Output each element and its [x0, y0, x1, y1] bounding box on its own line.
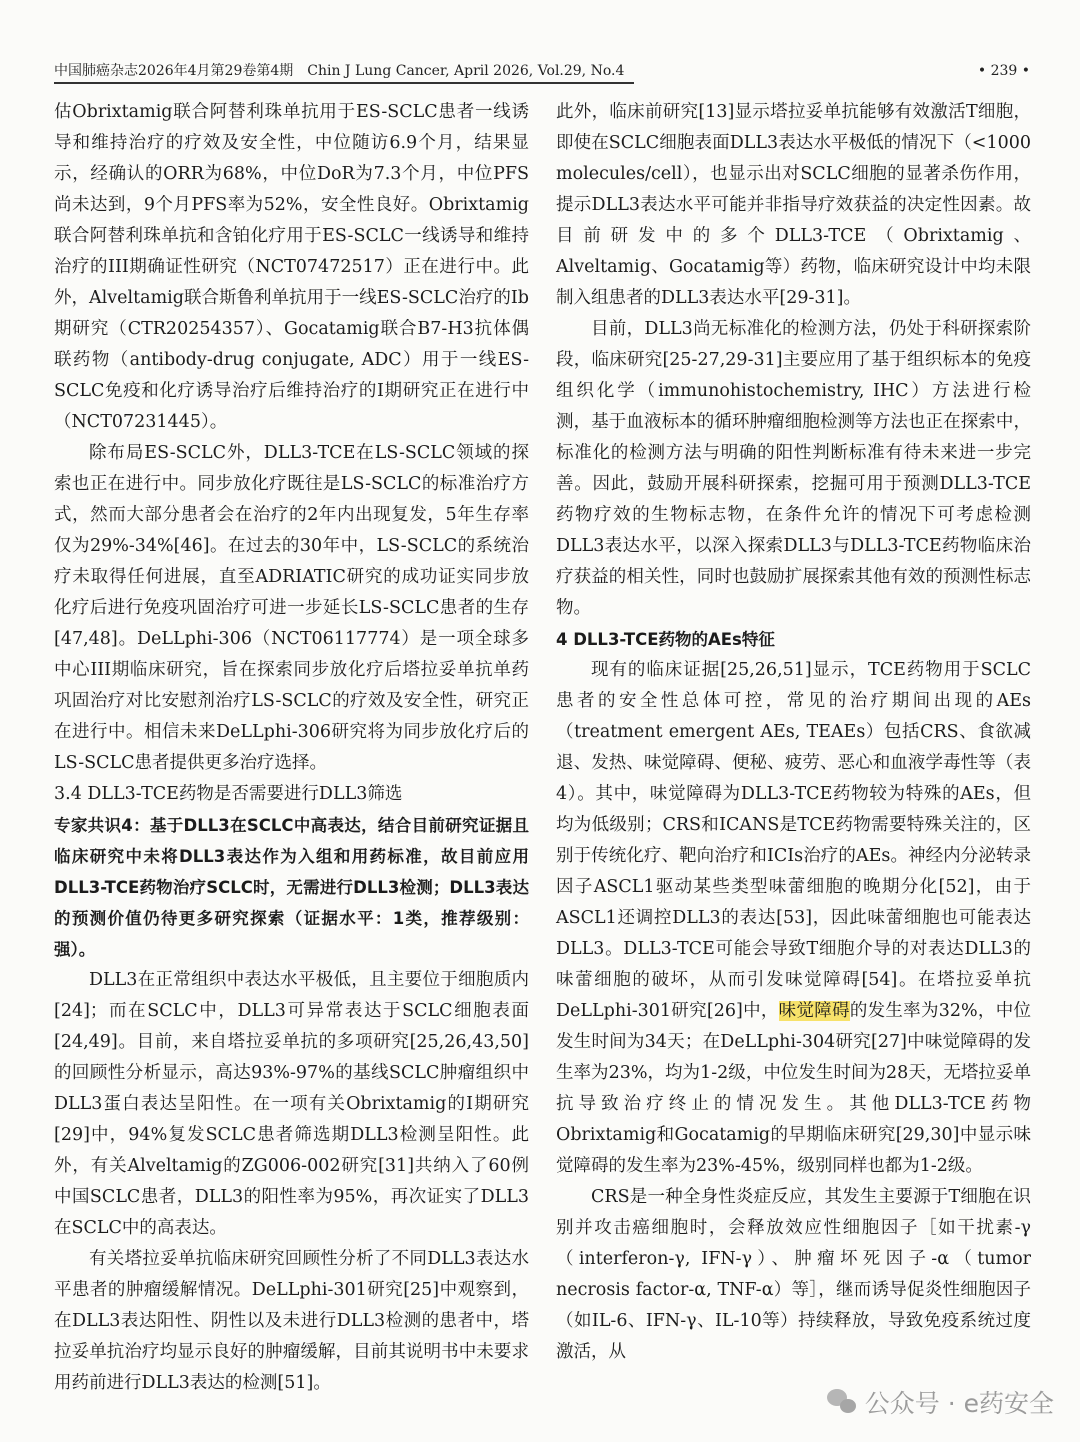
paragraph: 目前，DLL3尚无标准化的检测方法，仍处于科研探索阶段，临床研究[25-27,29-31]主要应用了基于组织标本的免疫组织化学（immunohistochemistry, IHC）方法进行检测，基于血液标本的循环肿瘤细胞检测等方法也正在探索中，标准化的检测方法与明确的阳性判断标准有待未来进一步完善。因此，鼓励开展科研探索，挖掘可用于预测DLL3-TCE药物疗效的生物标志物，在条件允许的情况下可考虑检测DLL3表达水平，以深入探索DLL3与DLL3-TCE药物临床治疗获益的相关性，同时也鼓励扩展探索其他有效的预测性标志物。	[556, 319, 1031, 618]
paragraph	[556, 655, 1031, 1182]
watermark	[827, 1382, 1054, 1422]
paragraph: 估Obrixtamig联合阿替利珠单抗用于ES-SCLC患者一线诱导和维持治疗的疗效及安全性，中位随访6.9个月，结果显示，经确认的ORR为68%，中位DoR为7.3个月，中位PFS尚未达到，9个月PFS率为52%，安全性良好。Obrixtamig联合阿替利珠单抗和含铂化疗用于ES-SCLC一线诱导和维持治疗的III期确证性研究（NCT07472517）正在进行中。此外，Alveltamig联合斯鲁利单抗用于一线ES-SCLC治疗的Ib期研究（CTR20254357）、Gocatamig联合B7-H3抗体偶联药物（antibody-drug conjugate, ADC）用于一线ES-SCLC免疫和化疗诱导治疗后维持治疗的I期研究正在进行中（NCT07231445）。	[54, 102, 529, 432]
journal-citation: 中国肺癌杂志2026年4月第29卷第4期 Chin J Lung Cancer, April 2026, Vol.29, No.4	[54, 63, 625, 79]
paragraph: 此外，临床前研究[13]显示塔拉妥单抗能够有效激活T细胞，即使在SCLC细胞表面DLL3表达水平极低的情况下（<1000 molecules/cell），也显示出对SCLC细胞的显著杀伤作用，提示DLL3表达水平可能并非指导疗效获益的决定性因素。故目前研发中的多个DLL3-TCE（Obrixtamig、Alveltamig、Gocatamig等）药物，临床研究设计中均未限制入组患者的DLL3表达水平[29-31]。	[556, 102, 1031, 308]
section-heading: 4 DLL3-TCE药物的AEs特征	[556, 630, 775, 649]
page-number: • 239 •	[977, 63, 1030, 79]
paragraph: CRS是一种全身性炎症反应，其发生主要源于T细胞在识别并攻击癌细胞时，会释放效应性细胞因子［如干扰素-γ（interferon-γ, IFN-γ）、肿瘤坏死因子-α（tumor necrosis factor-α, TNF-α）等］，继而诱导促炎性细胞因子（如IL-6、IFN-γ、IL-10等）持续释放，导致免疫系统过度激活，从	[556, 1187, 1031, 1362]
paragraph: 有关塔拉妥单抗临床研究回顾性分析了不同DLL3表达水平患者的肿瘤缓解情况。DeLLphi-301研究[25]中观察到，在DLL3表达阳性、阴性以及未进行DLL3检测的患者中，塔拉妥单抗治疗均显示良好的肿瘤缓解，目前其说明书中未要求用药前进行DLL3表达的检测[51]。	[54, 1249, 529, 1393]
left-column	[54, 97, 529, 1399]
watermark-text: 公众号 · e药安全	[864, 1389, 1054, 1418]
wechat-icon	[827, 1389, 857, 1415]
header-rule	[54, 82, 634, 84]
right-column	[556, 97, 1031, 1368]
highlighted-text: 味觉障碍	[778, 1001, 850, 1021]
paragraph-text: 的发生率为32%，中位发生时间为34天；在DeLLphi-304研究[27]中味觉障碍的发生率为23%，均为1-2级，中位发生时间为28天，无塔拉妥单抗导致治疗终止的情况发生。其他DLL3-TCE药物Obrixtamig和Gocatamig的早期临床研究[29,30]中显示味觉障碍的发生率为23%-45%，级别同样也都为1-2级。	[556, 1001, 1032, 1176]
paragraph: DLL3在正常组织中表达水平极低，且主要位于细胞质内[24]；而在SCLC中，DLL3可异常表达于SCLC细胞表面[24,49]。目前，来自塔拉妥单抗的多项研究[25,26,43,50]的回顾性分析显示，高达93%-97%的基线SCLC肿瘤组织中DLL3蛋白表达呈阳性。在一项有关Obrixtamig的I期研究[29]中，94%复发SCLC患者筛选期DLL3检测呈阳性。此外，有关Alveltamig的ZG006-002研究[31]共纳入了60例中国SCLC患者，DLL3的阳性率为95%，再次证实了DLL3在SCLC中的高表达。	[54, 970, 529, 1238]
paragraph-text: 现有的临床证据[25,26,51]显示，TCE药物用于SCLC患者的安全性总体可控，常见的治疗期间出现的AEs（treatment emergent AEs, TEAEs）包括CRS、食欲减退、发热、味觉障碍、便秘、疲劳、恶心和血液学毒性等（表4）。其中，味觉障碍为DLL3-TCE药物较为特殊的AEs，但均为低级别；CRS和ICANS是TCE药物需要特殊关注的，区别于传统化疗、靶向治疗和ICIs治疗的AEs。神经内分泌转录因子ASCL1驱动某些类型味蕾细胞的晚期分化[52]，由于ASCL1还调控DLL3的表达[53]，因此味蕾细胞也可能表达DLL3。DLL3-TCE可能会导致T细胞介导的对表达DLL3的味蕾细胞的破坏，从而引发味觉障碍[54]。在塔拉妥单抗DeLLphi-301研究[26]中，	[556, 660, 1031, 1021]
subsection-heading: 3.4 DLL3-TCE药物是否需要进行DLL3筛选	[54, 784, 403, 804]
running-header	[54, 58, 1030, 84]
expert-consensus: 专家共识4：基于DLL3在SCLC中高表达，结合目前研究证据且临床研究中未将DLL3表达作为入组和用药标准，故目前应用DLL3-TCE药物治疗SCLC时，无需进行DLL3检测；DLL3表达的预测价值仍待更多研究探索（证据水平：1类，推荐级别：强）。	[54, 816, 529, 959]
paragraph: 除布局ES-SCLC外，DLL3-TCE在LS-SCLC领域的探索也正在进行中。同步放化疗既往是LS-SCLC的标准治疗方式，然而大部分患者会在治疗的2年内出现复发，5年生存率仅为29%-34%[46]。在过去的30年中，LS-SCLC的系统治疗未取得任何进展，直至ADRIATIC研究的成功证实同步放化疗后进行免疫巩固治疗可进一步延长LS-SCLC患者的生存[47,48]。DeLLphi-306（NCT06117774）是一项全球多中心III期临床研究，旨在探索同步放化疗后塔拉妥单抗单药巩固治疗对比安慰剂治疗LS-SCLC的疗效及安全性，研究正在进行中。相信未来DeLLphi-306研究将为同步放化疗后的LS-SCLC患者提供更多治疗选择。	[54, 443, 529, 773]
